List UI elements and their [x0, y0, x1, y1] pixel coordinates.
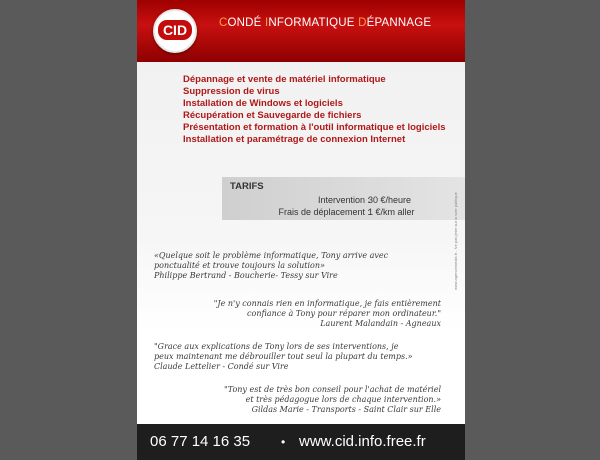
tarifs-title: TARIFS — [230, 181, 264, 192]
testimonial-3 — [154, 342, 413, 372]
testimonial-author: Philippe Bertrand - Boucherie- Tessy sur Vire — [154, 271, 338, 280]
side-legal-text: www.agencemedia.fr - Ne pas jeter sur la voie publique — [453, 192, 458, 290]
testimonial-1 — [154, 251, 388, 281]
testimonial-line: "Tony est de très bon conseil pour l'achat de matériel — [224, 385, 441, 394]
tarif-label: Frais de déplacement : — [278, 207, 370, 217]
logo-text: CID — [158, 20, 192, 40]
company-initial-d: D — [358, 17, 367, 29]
testimonial-author: Laurent Malandain - Agneaux — [320, 319, 441, 328]
service-item: Installation et paramétrage de connexion Internet — [183, 134, 406, 145]
testimonial-author: Gildas Marie - Transports - Saint Clair sur Elle — [251, 405, 441, 414]
tarif-label: Intervention : — [317, 195, 370, 205]
company-word-depannage: ÉPANNAGE — [366, 17, 432, 29]
service-item: Présentation et formation à l'outil informatique et logiciels — [183, 122, 446, 133]
service-item: Récupération et Sauvegarde de fichiers — [183, 110, 362, 121]
company-name — [219, 17, 431, 29]
tarifs-box — [222, 177, 465, 220]
testimonial-line: peux maintenant me débrouiller tout seul la plupart du temps.» — [154, 352, 413, 361]
service-item: Installation de Windows et logiciels — [183, 98, 343, 109]
bullet-separator: • — [281, 435, 286, 449]
services-list — [183, 74, 446, 146]
footer-bar — [137, 424, 465, 460]
service-item: Suppression de virus — [183, 86, 280, 97]
tarif-value: 1 €/km aller — [368, 207, 415, 217]
testimonial-line: confiance à Tony pour réparer mon ordinateur." — [247, 309, 441, 318]
testimonial-line: «Quelque soit le problème informatique, Tony arrive avec — [154, 251, 389, 260]
tarif-value: 30 €/heure — [368, 195, 412, 205]
service-item: Dépannage et vente de matériel informatique — [183, 74, 386, 85]
company-word-informatique: NFORMATIQUE — [268, 17, 359, 29]
company-initial-c: C — [219, 17, 228, 29]
testimonial-author: Claude Lettelier - Condé sur Vire — [154, 362, 289, 371]
testimonial-2 — [214, 299, 441, 329]
testimonial-line: ponctualité et trouve toujours la solution» — [154, 261, 325, 270]
flyer — [137, 0, 465, 460]
testimonial-line: "Je n'y connais rien en informatique, je fais entièrement — [213, 299, 441, 308]
website-url: www.cid.info.free.fr — [299, 433, 426, 450]
company-initial-i: I — [264, 17, 269, 29]
company-word-conde: ONDÉ — [227, 17, 265, 29]
header-banner — [137, 0, 465, 62]
phone-number: 06 77 14 16 35 — [150, 433, 251, 450]
testimonial-line: "Grace aux explications de Tony lors de ses interventions, je — [154, 342, 399, 351]
testimonial-4 — [224, 385, 441, 415]
cid-logo — [153, 9, 197, 53]
testimonial-line: et très pédagogue lors de chaque intervention.» — [245, 395, 441, 404]
